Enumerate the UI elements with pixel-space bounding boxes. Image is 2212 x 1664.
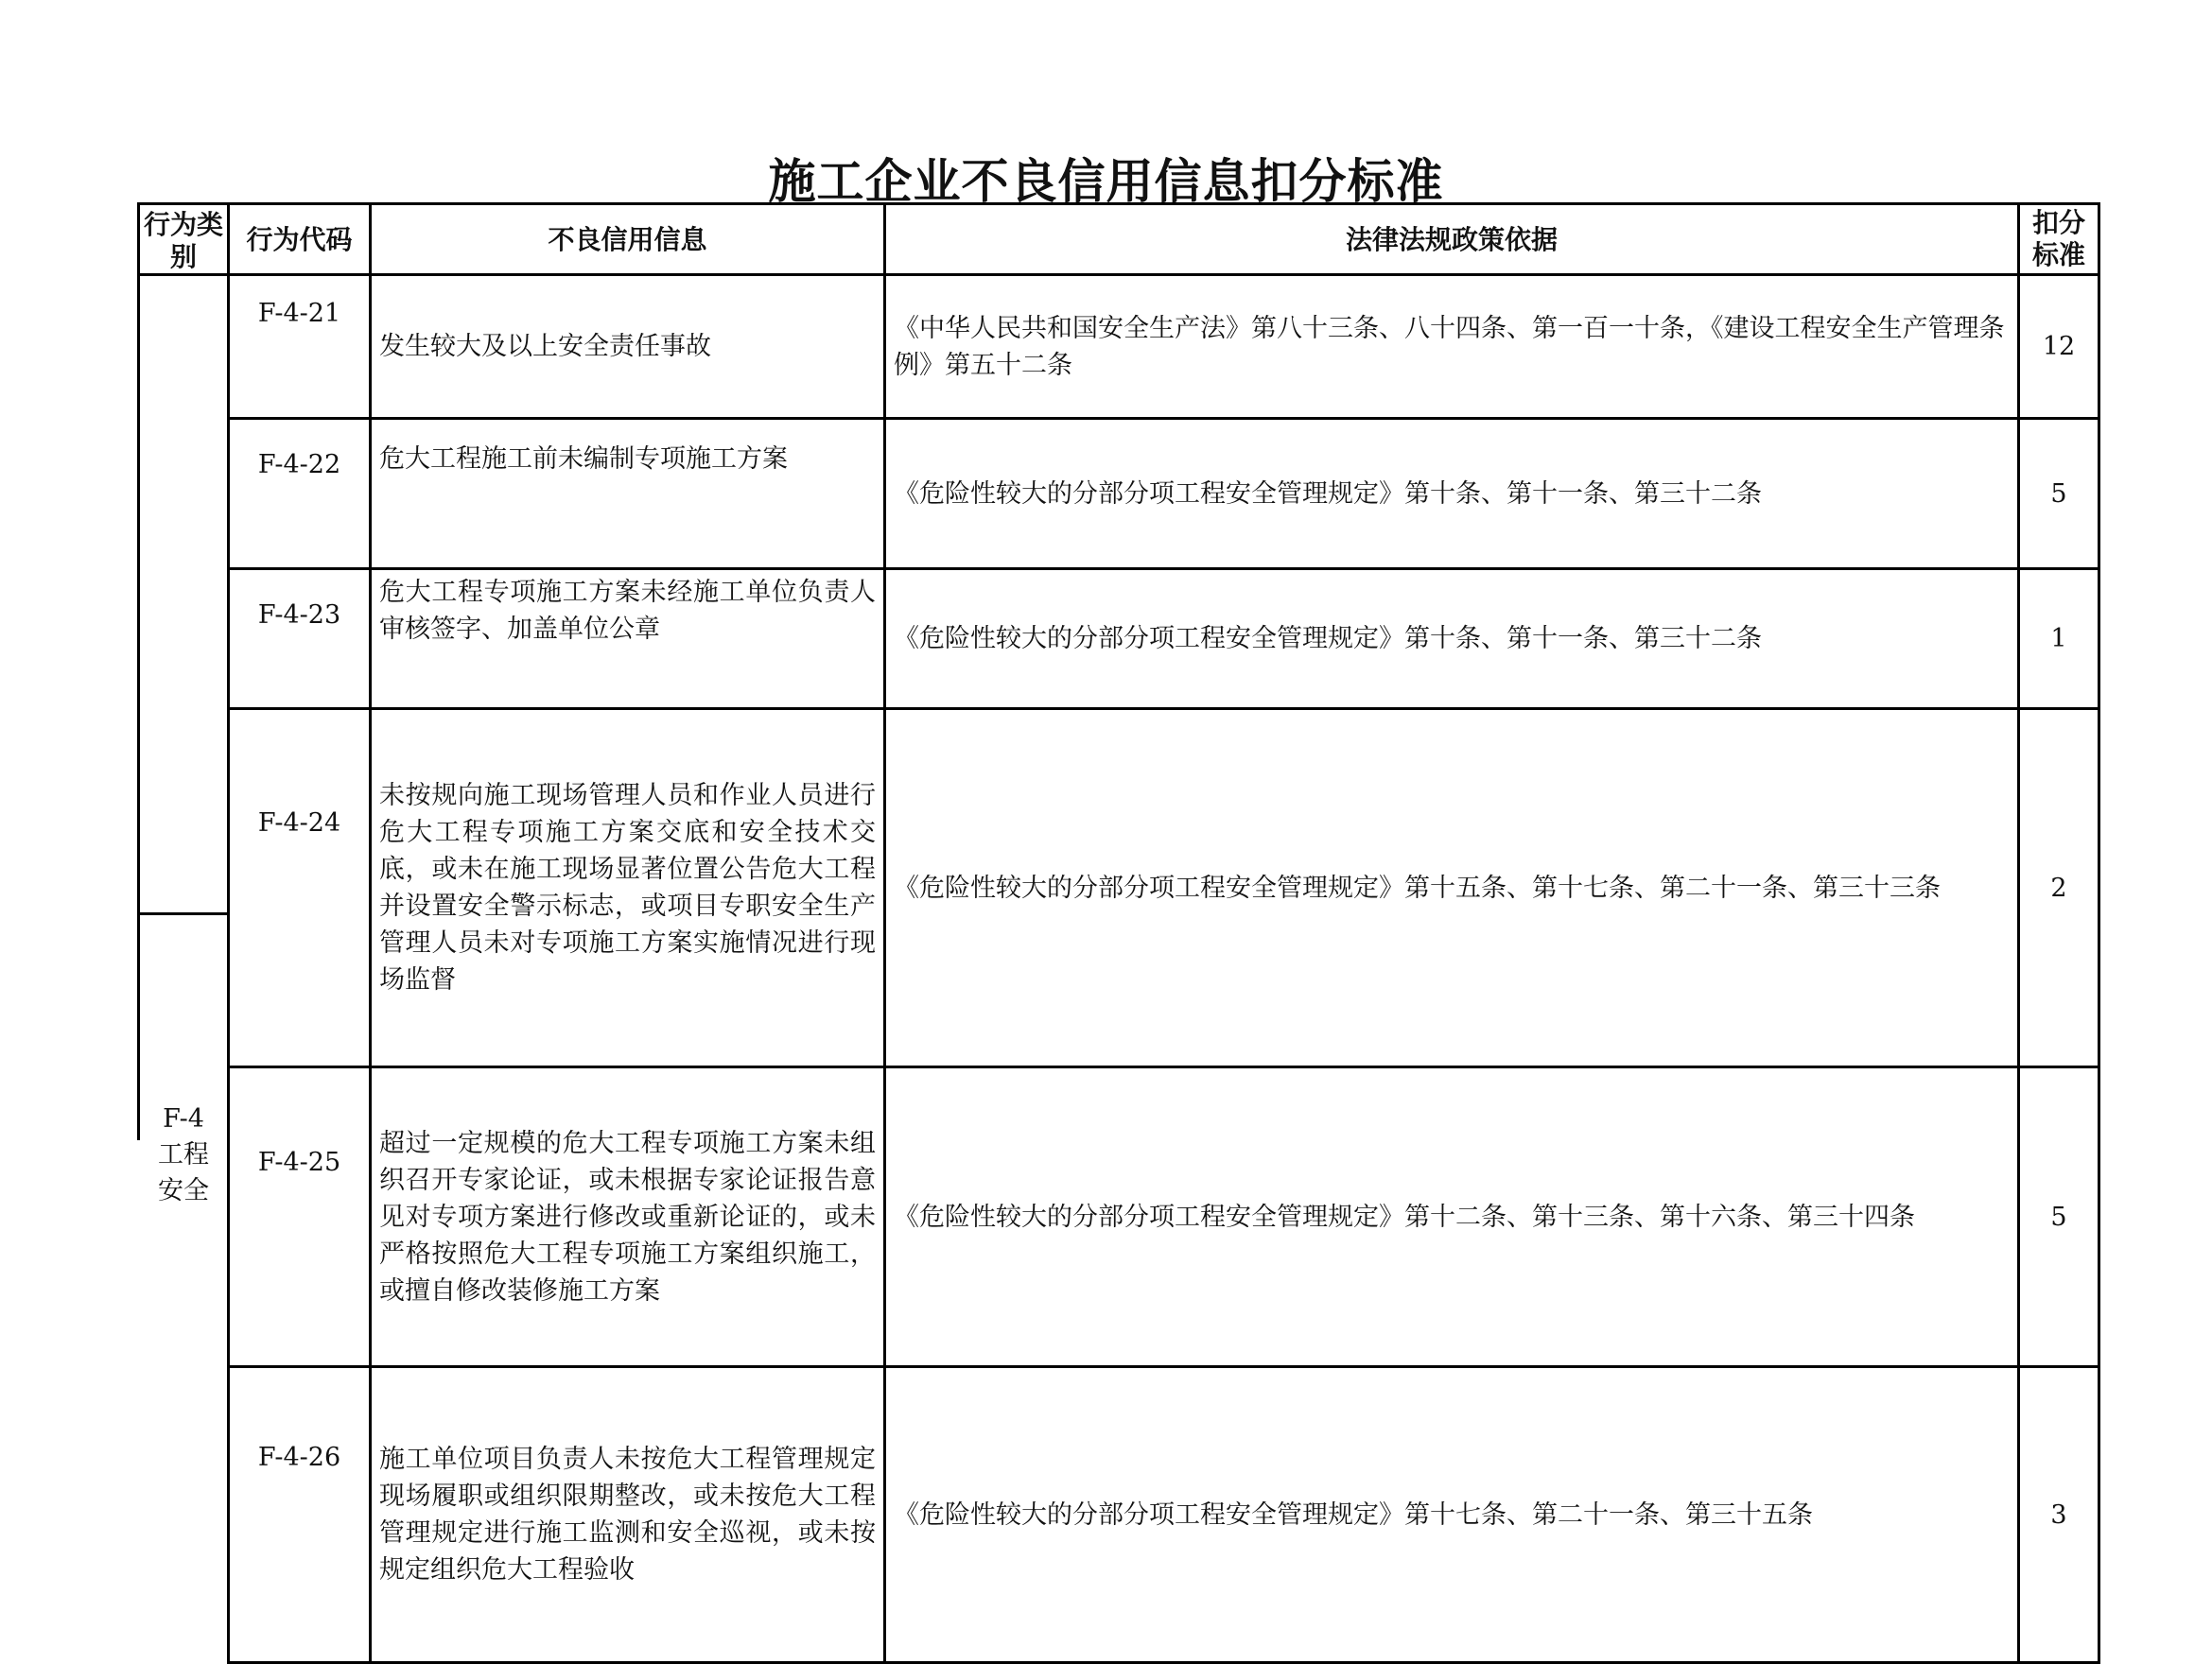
- row-code: F-4-26: [229, 1367, 371, 1663]
- header-row: [229, 204, 2099, 275]
- category-divider: [137, 912, 227, 915]
- category-border-left: [137, 276, 140, 1140]
- row-info: 危大工程施工前未编制专项施工方案: [371, 419, 885, 569]
- row-code: F-4-24: [229, 709, 371, 1067]
- row-info: 超过一定规模的危大工程专项施工方案未组织召开专家论证，或未根据专家论证报告意见对专项方案进行修改或重新论证的，或未严格按照危大工程专项施工方案组织施工，或擅自修改装修施工方案: [371, 1067, 885, 1367]
- header-score: 扣分标准: [2019, 204, 2099, 275]
- header-info: 不良信用信息: [371, 204, 885, 275]
- row-law: 《危险性较大的分部分项工程安全管理规定》第十七条、第二十一条、第三十五条: [885, 1367, 2019, 1663]
- row-law: 《危险性较大的分部分项工程安全管理规定》第十二条、第十三条、第十六条、第三十四条: [885, 1067, 2019, 1367]
- row-score: 12: [2019, 275, 2099, 419]
- row-info: 施工单位项目负责人未按危大工程管理规定现场履职或组织限期整改，或未按危大工程管理规定进行施工监测和安全巡视，或未按规定组织危大工程验收: [371, 1367, 885, 1663]
- credit-table: [227, 202, 2100, 1664]
- row-code: F-4-25: [229, 1067, 371, 1367]
- row-code: F-4-23: [229, 569, 371, 709]
- category-name-1: 工程: [158, 1140, 209, 1170]
- row-law: 《中华人民共和国安全生产法》第八十三条、八十四条、第一百一十条，《建设工程安全生产管理条例》第五十二条: [885, 275, 2019, 419]
- table-row: [229, 569, 2099, 709]
- row-info: 危大工程专项施工方案未经施工单位负责人审核签字、加盖单位公章: [371, 569, 885, 709]
- category-label: [140, 1101, 227, 1209]
- row-info: 发生较大及以上安全责任事故: [371, 275, 885, 419]
- table-row: [229, 709, 2099, 1067]
- row-law: 《危险性较大的分部分项工程安全管理规定》第十条、第十一条、第三十二条: [885, 569, 2019, 709]
- row-score: 2: [2019, 709, 2099, 1067]
- row-score: 5: [2019, 419, 2099, 569]
- row-score: 3: [2019, 1367, 2099, 1663]
- table-row: [229, 1067, 2099, 1367]
- header-law: 法律法规政策依据: [885, 204, 2019, 275]
- category-name-2: 安全: [158, 1176, 209, 1205]
- category-code: F-4: [163, 1104, 204, 1134]
- row-law: 《危险性较大的分部分项工程安全管理规定》第十条、第十一条、第三十二条: [885, 419, 2019, 569]
- row-info: 未按规向施工现场管理人员和作业人员进行危大工程专项施工方案交底和安全技术交底，或未在施工现场显著位置公告危大工程并设置安全警示标志，或项目专职安全生产管理人员未对专项施工方案实施情况进行现场监督: [371, 709, 885, 1067]
- header-category: 行为类别: [137, 202, 227, 276]
- row-law: 《危险性较大的分部分项工程安全管理规定》第十五条、第十七条、第二十一条、第三十三条: [885, 709, 2019, 1067]
- table-row: [229, 419, 2099, 569]
- row-code: F-4-22: [229, 419, 371, 569]
- row-score: 5: [2019, 1067, 2099, 1367]
- table-row: [229, 1367, 2099, 1663]
- page-title: 施工企业不良信用信息扣分标准: [768, 154, 1444, 209]
- row-code: F-4-21: [229, 275, 371, 419]
- row-score: 1: [2019, 569, 2099, 709]
- table-row: [229, 275, 2099, 419]
- header-code: 行为代码: [229, 204, 371, 275]
